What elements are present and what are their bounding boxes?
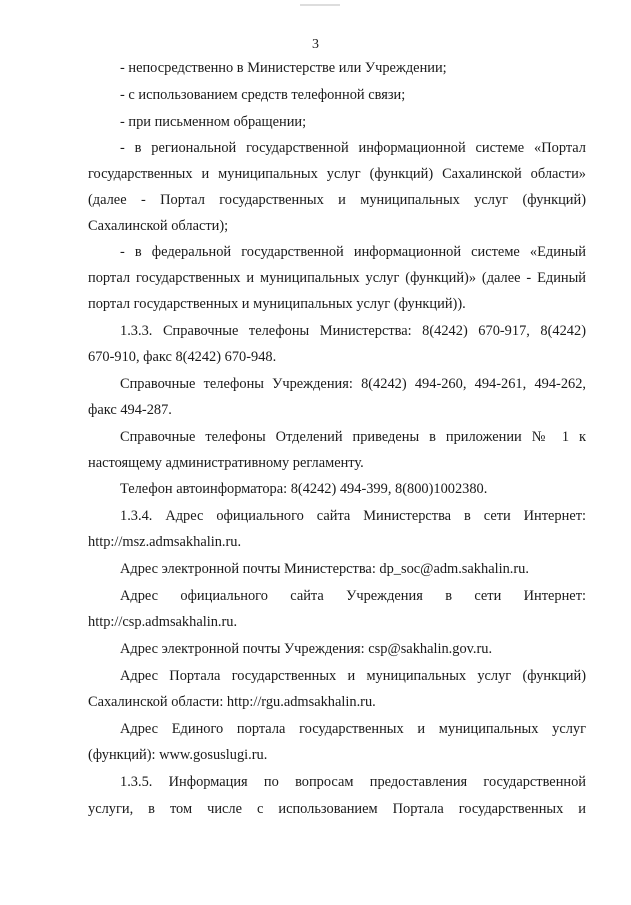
text-line: 670-910, факс 8(4242) 670-948. xyxy=(88,349,277,365)
text-line: - в региональной государственной информационной системе «Портал xyxy=(120,140,586,156)
section-1-3-4: 1.3.4. Адрес официального сайта Министерства в сети Интернет: xyxy=(120,508,586,524)
autoinformer-phone: Телефон автоинформатора: 8(4242) 494-399, 8(800)1002380. xyxy=(120,481,488,497)
text-line: настоящему административному регламенту. xyxy=(88,455,364,471)
section-1-3-3: 1.3.3. Справочные телефоны Министерства: 8(4242) 670-917, 8(4242) xyxy=(120,323,586,339)
text-line: государственных и муниципальных услуг (функций) Сахалинской области» xyxy=(88,166,586,182)
regional-portal: Адрес Портала государственных и муниципальных услуг (функций) xyxy=(120,668,586,684)
text-line: портал государственных и муниципальных услуг (функций)). xyxy=(88,296,466,312)
institution-site-url: http://csp.admsakhalin.ru. xyxy=(88,614,238,630)
ministry-site-url: http://msz.admsakhalin.ru. xyxy=(88,534,242,550)
section-1-3-5: 1.3.5. Информация по вопросам предоставления государственной xyxy=(120,774,586,790)
regional-portal-url: Сахалинской области: http://rgu.admsakhalin.ru. xyxy=(88,694,376,710)
institution-email: Адрес электронной почты Учреждения: csp@sakhalin.gov.ru. xyxy=(120,641,493,657)
institution-site: Адрес официального сайта Учреждения в сети Интернет: xyxy=(120,588,586,604)
text-line: - в федеральной государственной информационной системе «Единый xyxy=(120,244,586,260)
text-line: портал государственных и муниципальных услуг (функций)» (далее - Единый xyxy=(88,270,586,286)
text-line: услуги, в том числе с использованием Портала государственных и xyxy=(88,801,586,817)
unified-portal: Адрес Единого портала государственных и муниципальных услуг xyxy=(120,721,586,737)
page-number: 3 xyxy=(312,37,319,52)
text-line: факс 494-287. xyxy=(88,402,172,418)
text-line: Сахалинской области); xyxy=(88,218,229,234)
department-phones: Справочные телефоны Отделений приведены в приложении № 1 к xyxy=(120,429,586,445)
list-item-written: - при письменном обращении; xyxy=(120,114,307,130)
text-line: (далее - Портал государственных и муниципальных услуг (функций) xyxy=(88,192,586,208)
institution-phones: Справочные телефоны Учреждения: 8(4242) 494-260, 494-261, 494-262, xyxy=(120,376,586,392)
scan-artifact xyxy=(300,4,340,6)
ministry-email: Адрес электронной почты Министерства: dp_soc@adm.sakhalin.ru. xyxy=(120,561,529,577)
unified-portal-url: (функций): www.gosuslugi.ru. xyxy=(88,747,268,763)
list-item-ministry: - непосредственно в Министерстве или Учреждении; xyxy=(120,60,447,76)
list-item-phone: - с использованием средств телефонной связи; xyxy=(120,87,406,103)
